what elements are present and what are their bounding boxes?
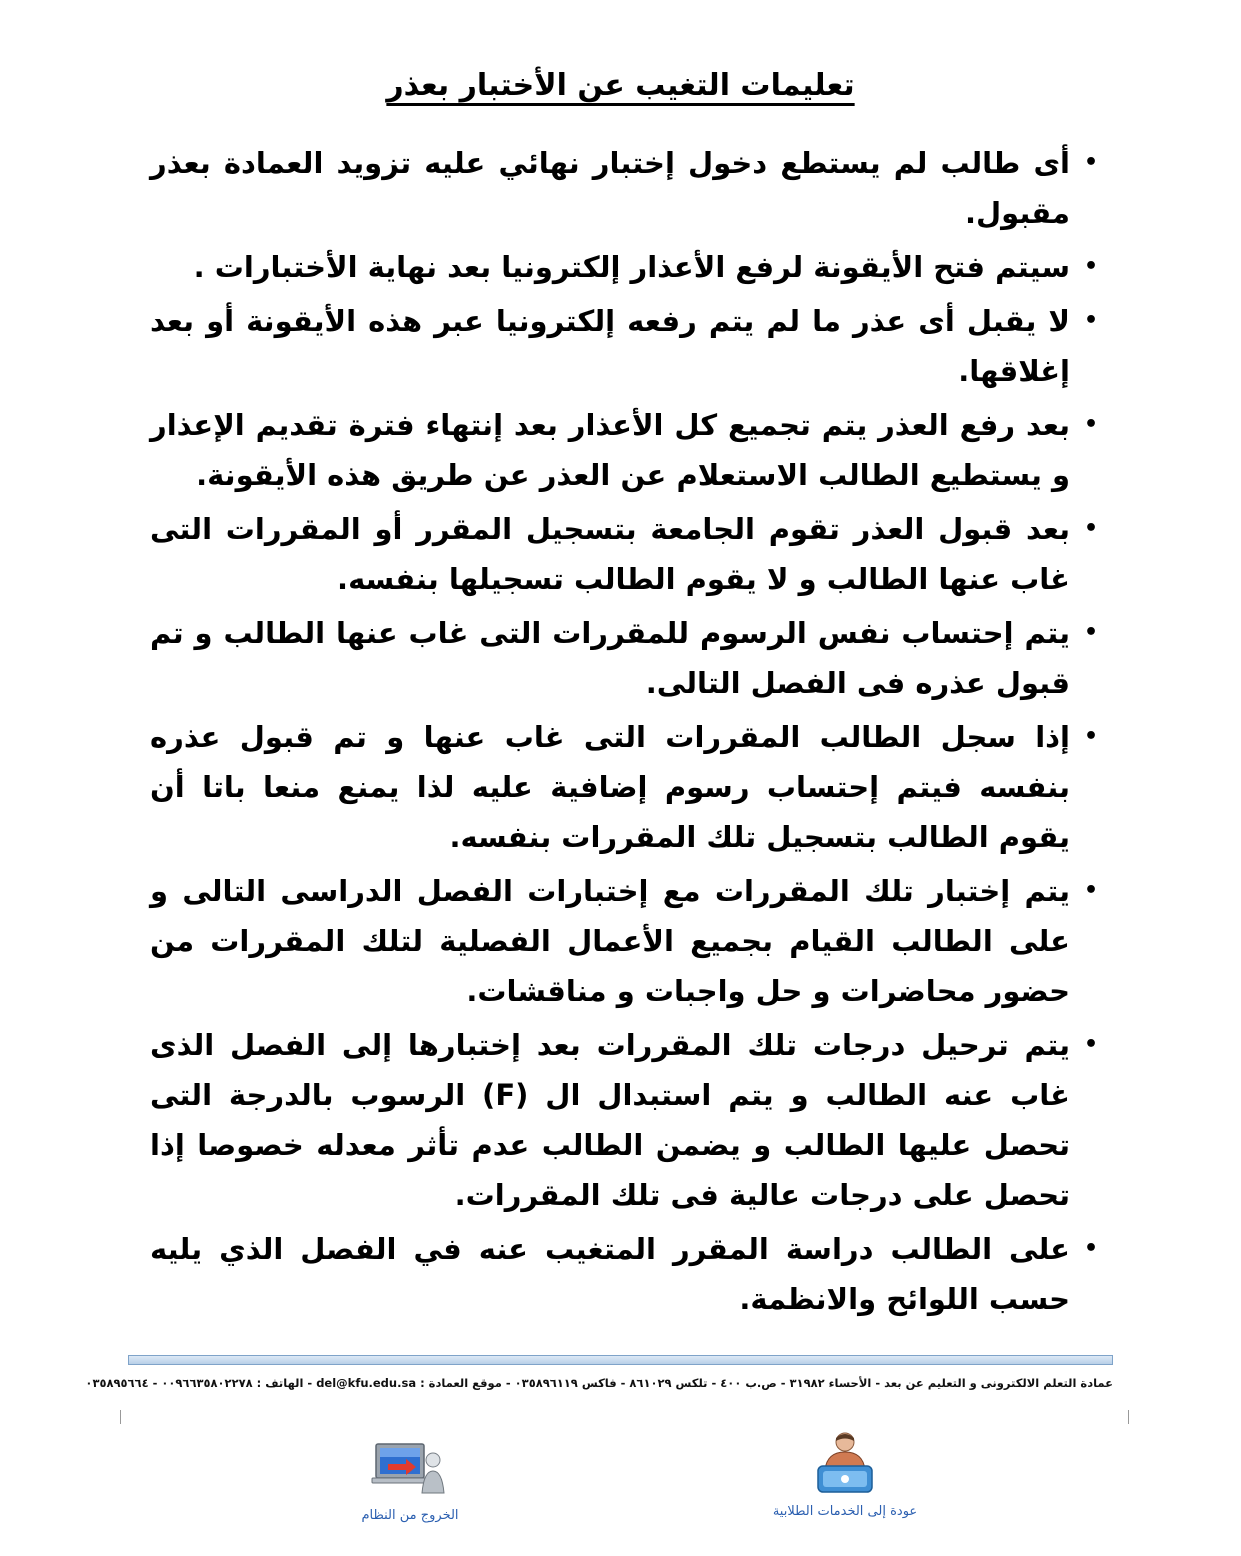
rule-item: [150, 1224, 1098, 1324]
bullet-icon: •: [1083, 308, 1098, 333]
rule-text: سيتم فتح الأيقونة لرفع الأعذار إلكترونيا بعد نهاية الأختبارات .: [193, 250, 1070, 284]
rule-item: [150, 296, 1098, 396]
logout-link[interactable]: [340, 1438, 480, 1523]
bullet-icon: •: [1083, 1032, 1098, 1057]
rule-text: لا يقبل أى عذر ما لم يتم رفعه إلكترونيا عبر هذه الأيقونة أو بعد إغلاقها.: [150, 304, 1070, 388]
back-label[interactable]: عودة إلى الخدمات الطلابية: [772, 1504, 918, 1519]
rule-item: [150, 1020, 1098, 1220]
bullet-icon: •: [1083, 254, 1098, 279]
footer-divider: [128, 1355, 1113, 1365]
rule-item: [150, 608, 1098, 708]
rule-item: [150, 242, 1098, 292]
rule-item: [150, 866, 1098, 1016]
rule-item: [150, 712, 1098, 862]
logout-label[interactable]: الخروج من النظام: [361, 1508, 459, 1523]
logout-icon: [370, 1438, 450, 1500]
page-corner-mark: [120, 1410, 129, 1424]
bullet-icon: •: [1083, 1236, 1098, 1261]
rule-text: يتم إختبار تلك المقررات مع إختبارات الفصل الدراسى التالى و على الطالب القيام بجميع الأعمال الفصلية لتلك المقررات من حضور محاضرات و حل واجبات و مناقشات.: [150, 874, 1070, 1008]
bullet-icon: •: [1083, 724, 1098, 749]
rule-text: يتم ترحيل درجات تلك المقررات بعد إختبارها إلى الفصل الذى غاب عنه الطالب و يتم استبدال ال (F) الرسوب بالدرجة التى تحصل عليها الطالب و يضمن الطالب عدم تأثر معدله خصوصا إذا تحصل على درجات عالية فى تلك المقررات.: [150, 1028, 1070, 1212]
rule-text: بعد رفع العذر يتم تجميع كل الأعذار بعد إنتهاء فترة تقديم الإعذار و يستطيع الطالب الاستعلام عن العذر عن طريق هذه الأيقونة.: [150, 408, 1070, 492]
bullet-icon: •: [1083, 150, 1098, 175]
rule-text: يتم إحتساب نفس الرسوم للمقررات التى غاب عنها الطالب و تم قبول عذره فى الفصل التالى.: [150, 616, 1070, 700]
rule-text: إذا سجل الطالب المقررات التى غاب عنها و تم قبول عذره بنفسه فيتم إحتساب رسوم إضافية عليه لذا يمنع منعا باتا أن يقوم الطالب بتسجيل تلك المقررات بنفسه.: [150, 720, 1070, 854]
rule-item: [150, 504, 1098, 604]
footer-contact-info: عمادة التعلم الالكترونى و التعليم عن بعد - الأحساء ٣١٩٨٢ - ص.ب ٤٠٠ - تلكس ٨٦١٠٢٩ - فاكس ٠٣٥٨٩٦١١٩ - موقع العمادة : del@kfu.edu.sa - الهاتف : ٠٠٩٦٦٣٥٨٠٢٢٧٨ - ٠٣٥٨٩٥٦٦٤: [85, 1376, 1113, 1390]
rule-text: أى طالب لم يستطع دخول إختبار نهائي عليه تزويد العمادة بعذر مقبول.: [150, 146, 1070, 230]
back-to-student-services-link[interactable]: [755, 1430, 935, 1519]
page-title: تعليمات التغيب عن الأختبار بعذر: [386, 68, 855, 103]
student-services-icon: [810, 1430, 880, 1496]
bullet-icon: •: [1083, 412, 1098, 437]
rule-item: [150, 138, 1098, 238]
bullet-icon: •: [1083, 620, 1098, 645]
page-corner-mark: [1120, 1410, 1129, 1424]
bullet-icon: •: [1083, 516, 1098, 541]
bullet-icon: •: [1083, 878, 1098, 903]
rule-item: [150, 400, 1098, 500]
rule-text: بعد قبول العذر تقوم الجامعة بتسجيل المقرر أو المقررات التى غاب عنها الطالب و لا يقوم الطالب تسجيلها بنفسه.: [150, 512, 1070, 596]
rules-list: [150, 138, 1098, 1328]
rule-text: على الطالب دراسة المقرر المتغيب عنه في الفصل الذي يليه حسب اللوائح والانظمة.: [150, 1232, 1070, 1316]
